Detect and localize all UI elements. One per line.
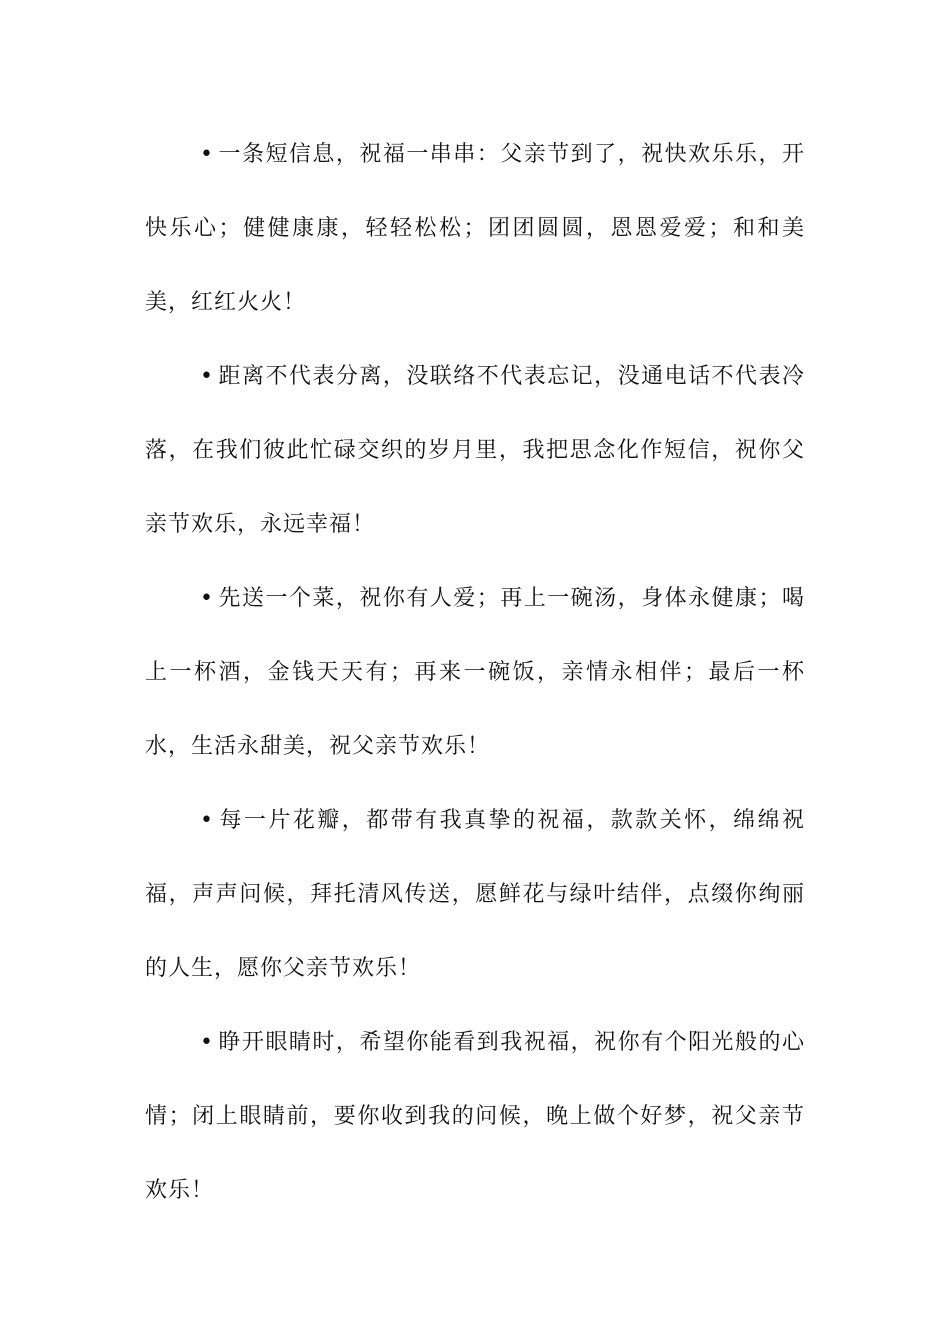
bullet-icon: • [200, 586, 214, 611]
paragraph-text: 距离不代表分离，没联络不代表忘记，没通电话不代表冷落，在我们彼此忙碌交织的岁月里，我把思念化作短信，祝你父亲节欢乐，永远幸福！ [145, 364, 805, 537]
paragraph-2 [145, 340, 805, 562]
bullet-icon: • [200, 1030, 214, 1055]
paragraph-4 [145, 784, 805, 1006]
paragraph-text: 一条短信息，祝福一串串：父亲节到了，祝快欢乐乐，开快乐心；健健康康，轻轻松松；团团圆圆，恩恩爱爱；和和美美，红红火火！ [145, 142, 805, 315]
paragraph-3 [145, 562, 805, 784]
paragraph-text: 先送一个菜，祝你有人爱；再上一碗汤，身体永健康；喝上一杯酒，金钱天天有；再来一碗饭，亲情永相伴；最后一杯水，生活永甜美，祝父亲节欢乐！ [145, 586, 805, 759]
bullet-icon: • [200, 364, 214, 389]
paragraph-5 [145, 1006, 805, 1228]
document-body [145, 118, 805, 1228]
paragraph-1 [145, 118, 805, 340]
bullet-icon: • [200, 808, 214, 833]
paragraph-text: 每一片花瓣，都带有我真挚的祝福，款款关怀，绵绵祝福，声声问候，拜托清风传送，愿鲜花与绿叶结伴，点缀你绚丽的人生，愿你父亲节欢乐！ [145, 808, 805, 981]
paragraph-text: 睁开眼睛时，希望你能看到我祝福，祝你有个阳光般的心情；闭上眼睛前，要你收到我的问候，晚上做个好梦，祝父亲节欢乐！ [145, 1030, 805, 1203]
bullet-icon: • [200, 142, 214, 167]
